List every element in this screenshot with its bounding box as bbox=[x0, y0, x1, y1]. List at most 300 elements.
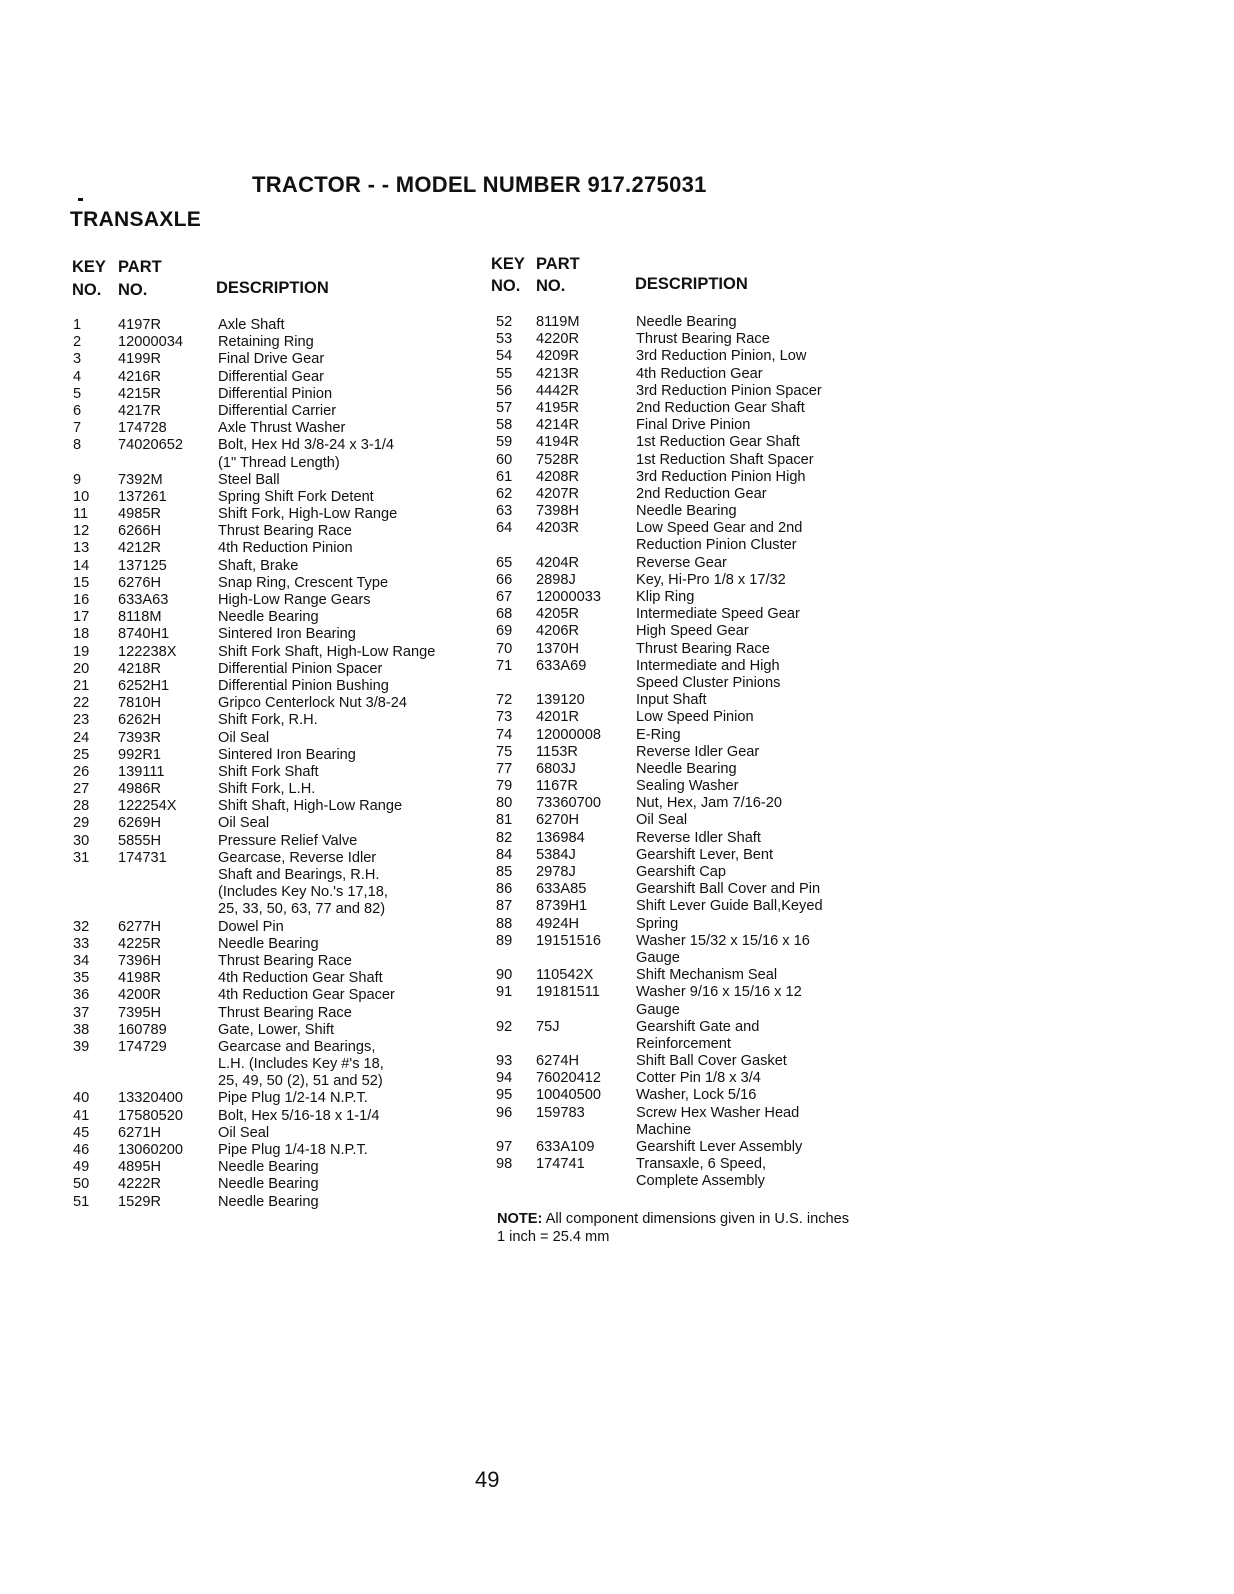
parts-row bbox=[490, 933, 900, 950]
part-description: Washer, Lock 5/16 bbox=[636, 1087, 757, 1104]
part-description: Differential Carrier bbox=[218, 402, 337, 419]
key-number: 94 bbox=[496, 1070, 513, 1087]
part-number: 174741 bbox=[536, 1156, 585, 1173]
parts-row bbox=[490, 400, 900, 417]
parts-row bbox=[490, 520, 900, 537]
part-number: 4208R bbox=[536, 468, 580, 485]
parts-row bbox=[70, 1090, 490, 1107]
parts-row bbox=[70, 1039, 490, 1056]
parts-row bbox=[70, 833, 490, 850]
key-number: 14 bbox=[73, 557, 90, 574]
part-number: 8119M bbox=[536, 314, 580, 330]
key-number: 77 bbox=[496, 760, 513, 777]
parts-row bbox=[490, 984, 900, 1001]
parts-row bbox=[70, 953, 490, 970]
key-number: 88 bbox=[496, 915, 513, 932]
part-description: 3rd Reduction Pinion Spacer bbox=[636, 382, 822, 399]
part-description: (1" Thread Length) bbox=[218, 454, 340, 471]
part-description: Needle Bearing bbox=[636, 503, 737, 520]
parts-row bbox=[490, 555, 900, 572]
part-description: Thrust Bearing Race bbox=[218, 952, 352, 969]
key-number: 45 bbox=[73, 1124, 90, 1141]
part-description: Thrust Bearing Race bbox=[636, 640, 770, 657]
part-description: 1st Reduction Gear Shaft bbox=[636, 434, 800, 451]
key-number: 40 bbox=[73, 1090, 90, 1107]
part-number: 633A63 bbox=[118, 592, 169, 608]
key-number: 19 bbox=[73, 643, 90, 660]
part-number: 4204R bbox=[536, 554, 580, 571]
parts-row bbox=[70, 747, 490, 764]
key-number: 38 bbox=[73, 1021, 90, 1038]
part-number: 4225R bbox=[118, 935, 162, 952]
part-description: Screw Hex Washer Head bbox=[636, 1104, 800, 1121]
parts-row bbox=[490, 589, 900, 606]
part-description: 2nd Reduction Gear bbox=[636, 485, 767, 502]
header-key: KEY bbox=[491, 255, 525, 273]
part-description: Klip Ring bbox=[636, 589, 695, 605]
part-number: 8740H1 bbox=[118, 626, 170, 643]
key-number: 41 bbox=[73, 1107, 90, 1124]
part-number: 139120 bbox=[536, 692, 585, 709]
part-description: Transaxle, 6 Speed, bbox=[636, 1156, 767, 1173]
part-description: 3rd Reduction Pinion, Low bbox=[636, 348, 807, 365]
parts-row bbox=[490, 314, 900, 331]
parts-row bbox=[490, 366, 900, 383]
part-number: 13320400 bbox=[118, 1090, 183, 1107]
part-description: Sintered Iron Bearing bbox=[218, 626, 356, 643]
part-number: 12000033 bbox=[536, 589, 601, 605]
part-description: Gearshift Lever, Bent bbox=[636, 846, 774, 863]
part-description: Shaft, Brake bbox=[218, 557, 299, 574]
part-number: 75J bbox=[536, 1018, 560, 1035]
part-number: 7810H bbox=[118, 695, 162, 712]
part-number: 17580520 bbox=[118, 1107, 183, 1124]
part-description: 25, 49, 50 (2), 51 and 52) bbox=[218, 1073, 383, 1090]
part-number: 19151516 bbox=[536, 932, 601, 949]
part-number: 4442R bbox=[536, 382, 580, 399]
part-description: 1st Reduction Shaft Spacer bbox=[636, 451, 814, 468]
parts-row bbox=[490, 812, 900, 829]
parts-row bbox=[70, 712, 490, 729]
key-number: 90 bbox=[496, 967, 513, 984]
key-number: 66 bbox=[496, 571, 513, 588]
part-description: Sintered Iron Bearing bbox=[218, 746, 356, 763]
parts-row bbox=[490, 744, 900, 761]
part-description: Intermediate and High bbox=[636, 657, 780, 674]
key-number: 22 bbox=[73, 695, 90, 712]
part-description: Axle Shaft bbox=[218, 317, 285, 333]
part-description: Shift Fork Shaft, High-Low Range bbox=[218, 643, 436, 660]
parts-row bbox=[490, 778, 900, 795]
key-number: 32 bbox=[73, 918, 90, 935]
part-number: 6262H bbox=[118, 712, 162, 729]
parts-row bbox=[490, 331, 900, 348]
part-number: 4207R bbox=[536, 485, 580, 502]
key-number: 25 bbox=[73, 746, 90, 763]
key-number: 63 bbox=[496, 503, 513, 520]
key-number: 82 bbox=[496, 829, 513, 846]
part-description: Reverse Gear bbox=[636, 554, 727, 571]
key-number: 18 bbox=[73, 626, 90, 643]
key-number: 72 bbox=[496, 692, 513, 709]
part-description: Oil Seal bbox=[218, 1124, 270, 1141]
key-number: 8 bbox=[73, 437, 82, 454]
part-description: (Includes Key No.'s 17,18, bbox=[218, 884, 388, 901]
part-description: Shift Fork Shaft bbox=[218, 763, 319, 780]
parts-row bbox=[70, 575, 490, 592]
parts-row bbox=[70, 437, 490, 454]
part-description: Gearcase and Bearings, bbox=[218, 1038, 376, 1055]
part-description: Shift Mechanism Seal bbox=[636, 967, 778, 984]
parts-row bbox=[490, 537, 900, 554]
part-number: 4195R bbox=[536, 399, 580, 416]
part-description: Oil Seal bbox=[218, 815, 270, 832]
part-number: 1167R bbox=[536, 778, 578, 795]
part-description: Shift Fork, L.H. bbox=[218, 781, 316, 798]
key-number: 60 bbox=[496, 451, 513, 468]
part-number: 5384J bbox=[536, 846, 576, 863]
part-number: 4203R bbox=[536, 520, 580, 537]
parts-row bbox=[490, 1070, 900, 1087]
part-number: 5855H bbox=[118, 832, 162, 849]
part-number: 7392M bbox=[118, 471, 163, 488]
key-number: 12 bbox=[73, 523, 90, 540]
key-number: 16 bbox=[73, 592, 90, 608]
parts-row bbox=[70, 489, 490, 506]
key-number: 10 bbox=[73, 488, 90, 505]
key-number: 84 bbox=[496, 846, 513, 863]
part-description: Gearshift Ball Cover and Pin bbox=[636, 881, 821, 898]
part-description: Gauge bbox=[636, 949, 680, 966]
part-description: Needle Bearing bbox=[218, 1176, 319, 1193]
key-number: 31 bbox=[73, 849, 90, 866]
part-description: Gripco Centerlock Nut 3/8-24 bbox=[218, 695, 407, 712]
parts-row bbox=[490, 692, 900, 709]
parts-row bbox=[490, 348, 900, 365]
part-description: Needle Bearing bbox=[218, 609, 319, 626]
part-number: 4214R bbox=[536, 417, 580, 434]
parts-row bbox=[70, 506, 490, 523]
part-number: 4206R bbox=[536, 623, 580, 640]
header-key-no: NO. bbox=[72, 281, 102, 299]
parts-row bbox=[490, 641, 900, 658]
parts-row bbox=[490, 1173, 900, 1190]
parts-row bbox=[490, 1156, 900, 1173]
part-description: High Speed Gear bbox=[636, 623, 749, 640]
note-text: All component dimensions given in U.S. inches bbox=[545, 1211, 850, 1227]
parts-row bbox=[70, 523, 490, 540]
parts-row bbox=[70, 609, 490, 626]
key-number: 49 bbox=[73, 1159, 90, 1176]
part-number: 137125 bbox=[118, 557, 167, 574]
part-number: 7396H bbox=[118, 952, 162, 969]
parts-row bbox=[490, 898, 900, 915]
key-number: 61 bbox=[496, 468, 513, 485]
part-description: Needle Bearing bbox=[218, 935, 319, 952]
part-description: Shift Fork, R.H. bbox=[218, 712, 318, 729]
parts-row bbox=[70, 369, 490, 386]
note-conversion: 1 inch = 25.4 mm bbox=[497, 1228, 610, 1245]
key-number: 26 bbox=[73, 763, 90, 780]
key-number: 97 bbox=[496, 1139, 513, 1155]
part-number: 6274H bbox=[536, 1053, 580, 1070]
part-description: Final Drive Gear bbox=[218, 351, 325, 368]
parts-row bbox=[70, 626, 490, 643]
part-number: 7398H bbox=[536, 503, 580, 520]
part-description: 4th Reduction Pinion bbox=[218, 540, 353, 557]
part-number: 992R1 bbox=[118, 746, 162, 763]
part-number: 633A85 bbox=[536, 881, 587, 898]
header-key-no: NO. bbox=[491, 277, 521, 295]
parts-row bbox=[70, 317, 490, 334]
parts-row bbox=[490, 1019, 900, 1036]
parts-row bbox=[70, 919, 490, 936]
part-number: 7395H bbox=[118, 1004, 162, 1021]
parts-row bbox=[70, 592, 490, 609]
parts-row bbox=[490, 847, 900, 864]
key-number: 51 bbox=[73, 1193, 90, 1210]
part-number: 76020412 bbox=[536, 1070, 601, 1087]
key-number: 69 bbox=[496, 623, 513, 640]
key-number: 39 bbox=[73, 1038, 90, 1055]
part-description: Thrust Bearing Race bbox=[218, 523, 352, 540]
part-description: Bolt, Hex 5/16-18 x 1-1/4 bbox=[218, 1107, 380, 1124]
header-part: PART bbox=[118, 258, 162, 276]
part-number: 4213R bbox=[536, 365, 580, 382]
key-number: 96 bbox=[496, 1104, 513, 1121]
part-number: 73360700 bbox=[536, 795, 601, 812]
key-number: 50 bbox=[73, 1176, 90, 1193]
part-number: 160789 bbox=[118, 1021, 167, 1038]
part-description: Oil Seal bbox=[218, 729, 270, 746]
part-number: 4198R bbox=[118, 970, 162, 987]
header-part-no: NO. bbox=[118, 281, 148, 299]
part-description: Reverse Idler Gear bbox=[636, 743, 760, 760]
parts-row bbox=[490, 1122, 900, 1139]
part-description: Differential Gear bbox=[218, 368, 324, 385]
parts-row bbox=[70, 1005, 490, 1022]
key-number: 37 bbox=[73, 1004, 90, 1021]
column-header bbox=[70, 258, 490, 306]
parts-row bbox=[490, 675, 900, 692]
key-number: 87 bbox=[496, 898, 513, 915]
parts-row bbox=[490, 916, 900, 933]
key-number: 11 bbox=[73, 506, 89, 523]
key-number: 2 bbox=[73, 334, 82, 351]
part-description: Retaining Ring bbox=[218, 334, 314, 351]
part-number: 4199R bbox=[118, 351, 162, 368]
key-number: 74 bbox=[496, 726, 513, 743]
key-number: 85 bbox=[496, 864, 513, 880]
part-number: 4222R bbox=[118, 1176, 162, 1193]
part-number: 12000034 bbox=[118, 334, 183, 351]
part-number: 1370H bbox=[536, 640, 580, 657]
part-description: Nut, Hex, Jam 7/16-20 bbox=[636, 795, 783, 812]
part-number: 13060200 bbox=[118, 1142, 183, 1158]
parts-row bbox=[70, 558, 490, 575]
section-heading: TRANSAXLE bbox=[70, 208, 202, 231]
key-number: 89 bbox=[496, 932, 513, 949]
part-description: Speed Cluster Pinions bbox=[636, 674, 781, 691]
parts-row bbox=[490, 417, 900, 434]
part-number: 6276H bbox=[118, 574, 162, 591]
part-description: Key, Hi-Pro 1/8 x 17/32 bbox=[636, 571, 786, 588]
part-number: 159783 bbox=[536, 1104, 585, 1121]
part-description: Input Shaft bbox=[636, 692, 707, 709]
part-number: 174728 bbox=[118, 420, 167, 437]
parts-row bbox=[70, 472, 490, 489]
part-number: 8739H1 bbox=[536, 898, 588, 915]
key-number: 80 bbox=[496, 795, 513, 812]
key-number: 27 bbox=[73, 781, 90, 798]
part-number: 4985R bbox=[118, 506, 162, 523]
header-description: DESCRIPTION bbox=[635, 275, 748, 293]
part-description: Low Speed Gear and 2nd bbox=[636, 520, 803, 537]
key-number: 15 bbox=[73, 574, 90, 591]
part-number: 174729 bbox=[118, 1038, 167, 1055]
part-description: High-Low Range Gears bbox=[218, 592, 371, 608]
parts-list-right bbox=[490, 314, 900, 1191]
key-number: 92 bbox=[496, 1018, 513, 1035]
parts-row bbox=[490, 623, 900, 640]
parts-row bbox=[70, 1142, 490, 1159]
parts-row bbox=[490, 383, 900, 400]
part-number: 7528R bbox=[536, 451, 580, 468]
key-number: 36 bbox=[73, 987, 90, 1004]
part-description: L.H. (Includes Key #'s 18, bbox=[218, 1056, 384, 1073]
part-description: Needle Bearing bbox=[218, 1159, 319, 1176]
key-number: 86 bbox=[496, 881, 513, 898]
part-description: Pipe Plug 1/4-18 N.P.T. bbox=[218, 1142, 368, 1158]
key-number: 46 bbox=[73, 1142, 90, 1158]
part-description: Washer 15/32 x 15/16 x 16 bbox=[636, 932, 810, 949]
key-number: 67 bbox=[496, 589, 513, 605]
part-description: Pressure Relief Valve bbox=[218, 832, 358, 849]
part-description: Washer 9/16 x 15/16 x 12 bbox=[636, 984, 802, 1001]
parts-row bbox=[70, 540, 490, 557]
key-number: 5 bbox=[73, 385, 82, 402]
part-number: 4215R bbox=[118, 385, 162, 402]
key-number: 93 bbox=[496, 1053, 513, 1070]
part-number: 74020652 bbox=[118, 437, 183, 454]
part-description: Machine bbox=[636, 1121, 692, 1138]
part-number: 6266H bbox=[118, 523, 162, 540]
part-description: Spring Shift Fork Detent bbox=[218, 488, 374, 505]
part-number: 1529R bbox=[118, 1193, 162, 1210]
parts-row bbox=[70, 1176, 490, 1193]
part-number: 2978J bbox=[536, 864, 576, 880]
key-number: 54 bbox=[496, 348, 513, 365]
part-description: Differential Pinion Spacer bbox=[218, 660, 383, 677]
parts-row bbox=[490, 1002, 900, 1019]
key-number: 35 bbox=[73, 970, 90, 987]
parts-row bbox=[70, 987, 490, 1004]
part-description: Shift Ball Cover Gasket bbox=[636, 1053, 787, 1070]
parts-row bbox=[70, 781, 490, 798]
parts-row bbox=[70, 936, 490, 953]
key-number: 3 bbox=[73, 351, 82, 368]
key-number: 20 bbox=[73, 660, 90, 677]
key-number: 64 bbox=[496, 520, 513, 537]
key-number: 68 bbox=[496, 606, 513, 623]
parts-row bbox=[490, 881, 900, 898]
part-description: Gearshift Lever Assembly bbox=[636, 1139, 803, 1155]
parts-row bbox=[70, 386, 490, 403]
key-number: 75 bbox=[496, 743, 513, 760]
key-number: 55 bbox=[496, 365, 513, 382]
part-description: Gauge bbox=[636, 1001, 680, 1018]
parts-row bbox=[490, 727, 900, 744]
part-description: Needle Bearing bbox=[218, 1193, 319, 1210]
part-description: Needle Bearing bbox=[636, 314, 737, 330]
parts-row bbox=[70, 1108, 490, 1125]
header-part-no: NO. bbox=[536, 277, 566, 295]
part-description: Dowel Pin bbox=[218, 918, 284, 935]
part-description: Gate, Lower, Shift bbox=[218, 1021, 335, 1038]
part-number: 4218R bbox=[118, 660, 162, 677]
parts-row bbox=[70, 1159, 490, 1176]
part-description: Pipe Plug 1/2-14 N.P.T. bbox=[218, 1090, 368, 1107]
part-number: 633A109 bbox=[536, 1139, 595, 1155]
parts-row bbox=[490, 606, 900, 623]
header-key: KEY bbox=[72, 258, 106, 276]
part-description: 4th Reduction Gear bbox=[636, 365, 763, 382]
parts-row bbox=[70, 695, 490, 712]
parts-row bbox=[70, 661, 490, 678]
parts-row bbox=[490, 486, 900, 503]
parts-row bbox=[70, 403, 490, 420]
part-number: 4200R bbox=[118, 987, 162, 1004]
parts-row bbox=[70, 970, 490, 987]
parts-row bbox=[70, 901, 490, 918]
part-number: 122238X bbox=[118, 643, 177, 660]
key-number: 1 bbox=[73, 317, 82, 333]
parts-row bbox=[70, 730, 490, 747]
part-description: Spring bbox=[636, 915, 679, 932]
part-number: 8118M bbox=[118, 609, 162, 626]
parts-row bbox=[70, 1056, 490, 1073]
parts-row bbox=[490, 434, 900, 451]
parts-row bbox=[490, 572, 900, 589]
parts-row bbox=[70, 678, 490, 695]
part-number: 174731 bbox=[118, 849, 167, 866]
parts-row bbox=[490, 967, 900, 984]
parts-row bbox=[70, 455, 490, 472]
part-number: 10040500 bbox=[536, 1087, 601, 1104]
column-header bbox=[490, 255, 900, 303]
part-description: Thrust Bearing Race bbox=[636, 331, 770, 348]
part-description: Steel Ball bbox=[218, 471, 280, 488]
part-description: Shift Shaft, High-Low Range bbox=[218, 798, 403, 815]
parts-row bbox=[70, 1022, 490, 1039]
part-description: Reinforcement bbox=[636, 1035, 731, 1052]
part-number: 136984 bbox=[536, 829, 585, 846]
part-description: Shaft and Bearings, R.H. bbox=[218, 867, 380, 883]
page-title: TRACTOR - - MODEL NUMBER 917.275031 bbox=[252, 172, 707, 197]
parts-row bbox=[70, 644, 490, 661]
key-number: 6 bbox=[73, 402, 82, 419]
parts-row bbox=[70, 351, 490, 368]
part-description: 4th Reduction Gear Shaft bbox=[218, 970, 383, 987]
parts-row bbox=[490, 1087, 900, 1104]
part-description: Axle Thrust Washer bbox=[218, 420, 346, 437]
parts-row bbox=[70, 867, 490, 884]
parts-row bbox=[490, 469, 900, 486]
key-number: 34 bbox=[73, 952, 90, 969]
part-number: 139111 bbox=[118, 763, 165, 780]
key-number: 59 bbox=[496, 434, 513, 451]
part-description: Sealing Washer bbox=[636, 778, 739, 795]
